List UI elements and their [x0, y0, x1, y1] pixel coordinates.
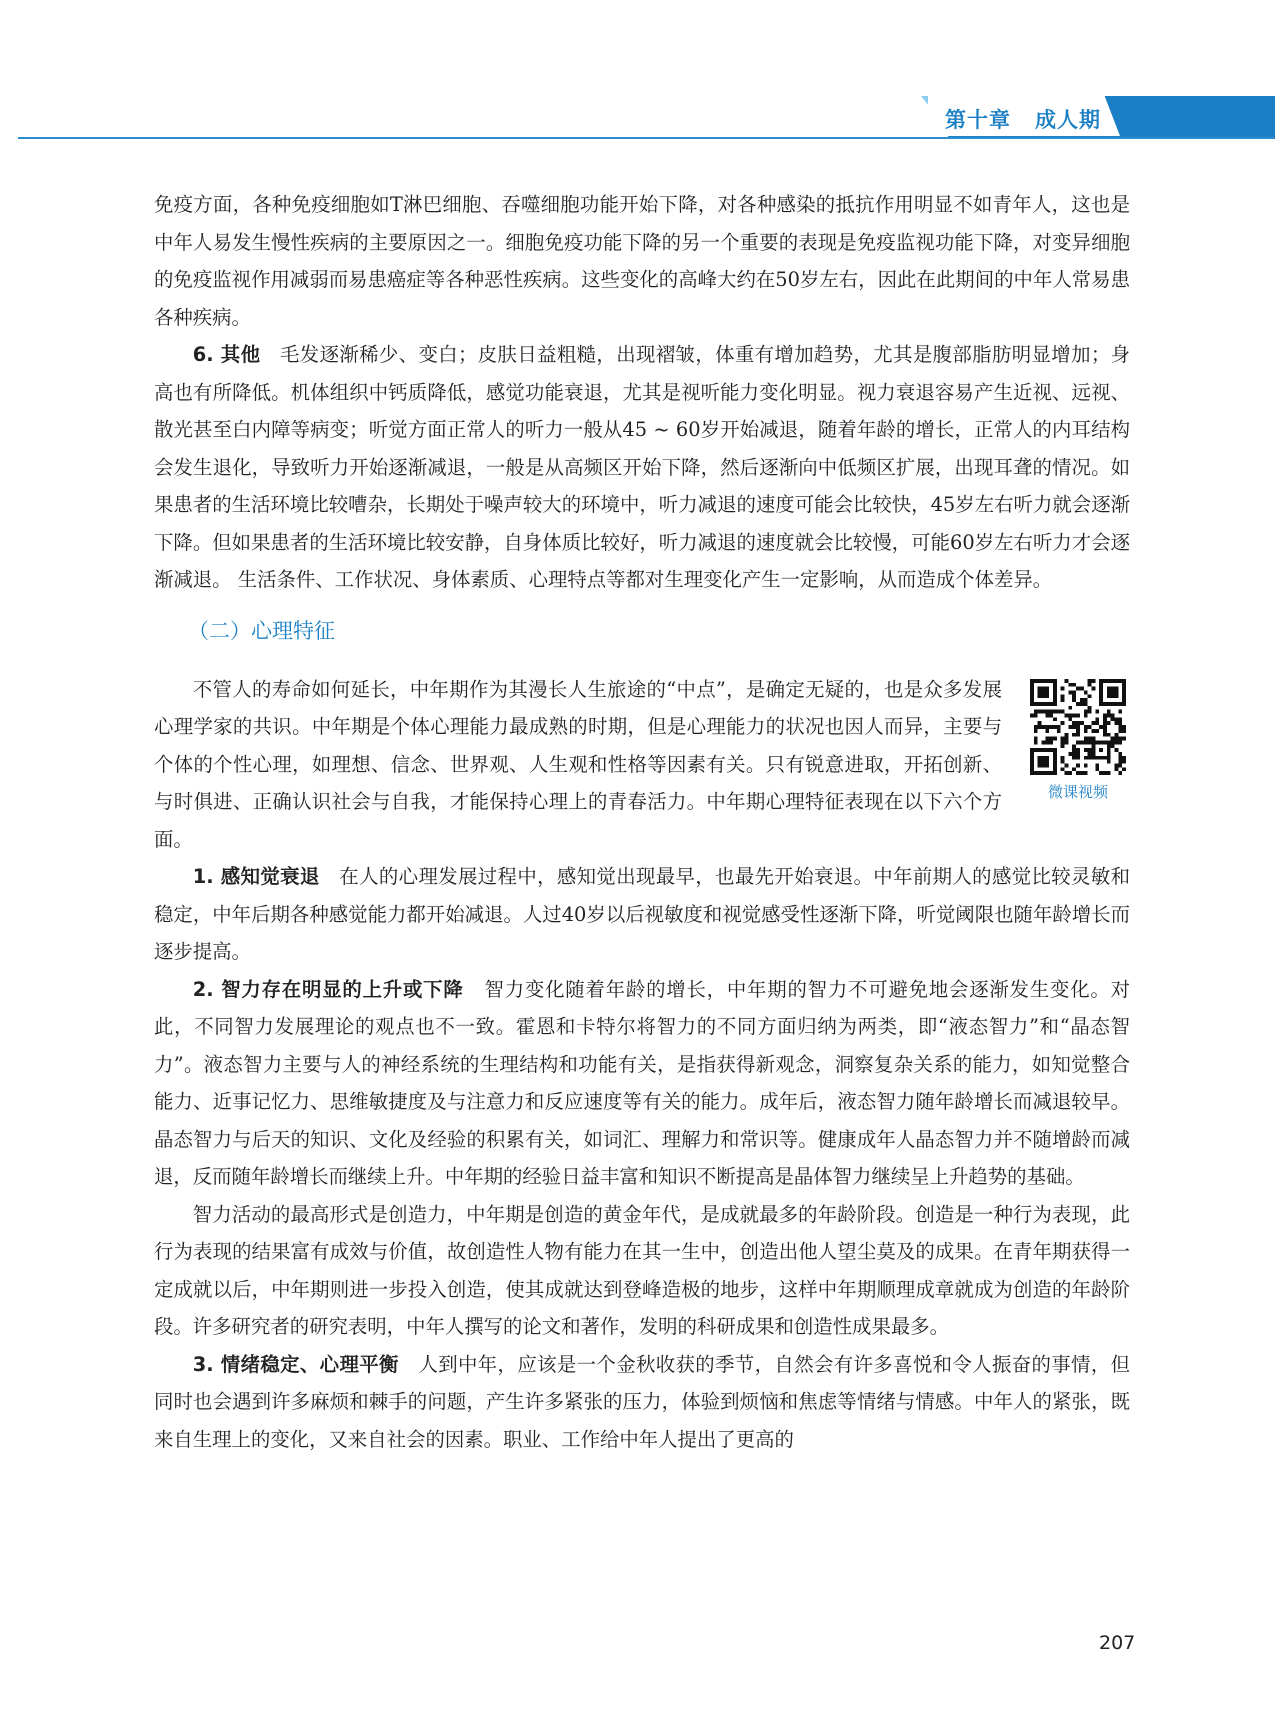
paragraph-text: 在人的心理发展过程中，感知觉出现最早，也最先开始衰退。中年前期人的感觉比较灵敏和稳定，中年后期各种感觉能力都开始减退。人过40岁以后视敏度和视觉感受性逐渐下降，听觉阈限也随年龄增长而逐步提高。	[154, 865, 1131, 963]
paragraph	[154, 336, 1130, 599]
paragraph-lead: 6. 其他	[192, 343, 261, 366]
chapter-number: 第十章	[945, 108, 1011, 132]
paragraph-lead: 2. 智力存在明显的上升或下降	[192, 977, 464, 1001]
header-rule	[18, 137, 1275, 139]
paragraph-text: 智力变化随着年龄的增长，中年期的智力不可避免地会逐渐发生变化。对此，不同智力发展理论的观点也不一致。霍恩和卡特尔将智力的不同方面归纳为两类，即“液态智力”和“晶态智力”。液态智力主要与人的神经系统的生理结构和功能有关，是指获得新观念，洞察复杂关系的能力，如知觉整合能力、近事记忆力、思维敏捷度及与注意力和反应速度等有关的能力。成年后，液态智力随年龄增长而减退较早。晶态智力与后天的知识、文化及经验的积累有关，如词汇、理解力和常识等。健康成年人晶态智力并不随增龄而减退，反而随年龄增长而继续上升。中年期的经验日益丰富和知识不断提高是晶体智力继续呈上升趋势的基础。	[154, 977, 1131, 1188]
paragraph: 智力活动的最高形式是创造力，中年期是创造的黄金年代，是成就最多的年龄阶段。创造是一种行为表现，此行为表现的结果富有成效与价值，故创造性人物有能力在其一生中，创造出他人望尘莫及的成果。在青年期获得一定成就以后，中年期则进一步投入创造，使其成就达到登峰造极的地步，这样中年期顺理成章就成为创造的年龄阶段。许多研究者的研究表明，中年人撰写的论文和著作，发明的科研成果和创造性成果最多。	[154, 1202, 1130, 1338]
paragraph-lead: 3. 情绪稳定、心理平衡	[192, 1352, 399, 1376]
paragraph-text: 人到中年，应该是一个金秋收获的季节，自然会有许多喜悦和令人振奋的事情，但同时也会遇到许多麻烦和棘手的问题，产生许多紧张的压力，体验到烦恼和焦虑等情绪与情感。中年人的紧张，既来自生理上的变化，又来自社会的因素。职业、工作给中年人提出了更高的	[154, 1352, 1130, 1451]
paragraph: 免疫方面，各种免疫细胞如T淋巴细胞、吞噬细胞功能开始下降，对各种感染的抵抗作用明显不如青年人，这也是中年人易发生慢性疾病的主要原因之一。细胞免疫功能下降的另一个重要的表现是免疫监视功能下降，对变异细胞的免疫监视作用减弱而易患癌症等各种恶性疾病。这些变化的高峰大约在50岁左右，因此在此期间的中年人常易患各种疾病。	[154, 193, 1130, 329]
chapter-name: 成人期	[1035, 108, 1101, 132]
qr-code-icon[interactable]	[1030, 679, 1126, 775]
paragraph	[154, 1346, 1130, 1459]
paragraph-lead: 1. 感知觉衰退	[192, 865, 320, 888]
page-number: 207	[1099, 1632, 1136, 1654]
paragraph	[154, 858, 1130, 971]
qr-video-link[interactable]	[1026, 679, 1130, 803]
page-body	[154, 186, 1130, 1458]
paragraph-text: 毛发逐渐稀少、变白；皮肤日益粗糙，出现褶皱，体重有增加趋势，尤其是腹部脂肪明显增加；身高也有所降低。机体组织中钙质降低，感觉功能衰退，尤其是视听能力变化明显。视力衰退容易产生近视、远视、散光甚至白内障等病变；听觉方面正常人的听力一般从45 ~ 60岁开始减退，随着年龄的增长，正常人的内耳结构会发生退化，导致听力开始逐渐减退，一般是从高频区开始下降，然后逐渐向中低频区扩展，出现耳聋的情况。如果患者的生活环境比较嘈杂，长期处于噪声较大的环境中，听力减退的速度可能会比较快，45岁左右听力就会逐渐下降。但如果患者的生活环境比较安静，自身体质比较好，听力减退的速度就会比较慢，可能60岁左右听力才会逐渐减退。 生活条件、工作状况、身体素质、心理特点等都对生理变化产生一定影响，从而造成个体差异。	[154, 343, 1131, 591]
paragraph	[154, 971, 1130, 1196]
qr-caption[interactable]: 微课视频	[1047, 782, 1108, 801]
section-heading: （二）心理特征	[188, 618, 335, 643]
paragraph: 不管人的寿命如何延长，中年期作为其漫长人生旅途的“中点”，是确定无疑的，也是众多发展心理学家的共识。中年期是个体心理能力最成熟的时期，但是心理能力的状况也因人而异，主要与个体的个性心理，如理想、信念、世界观、人生观和性格等因素有关。只有锐意进取，开拓创新、与时俱进、正确认识社会与自我，才能保持心理上的青春活力。中年期心理特征表现在以下六个方面。	[154, 677, 1002, 851]
chapter-title	[945, 104, 1101, 134]
